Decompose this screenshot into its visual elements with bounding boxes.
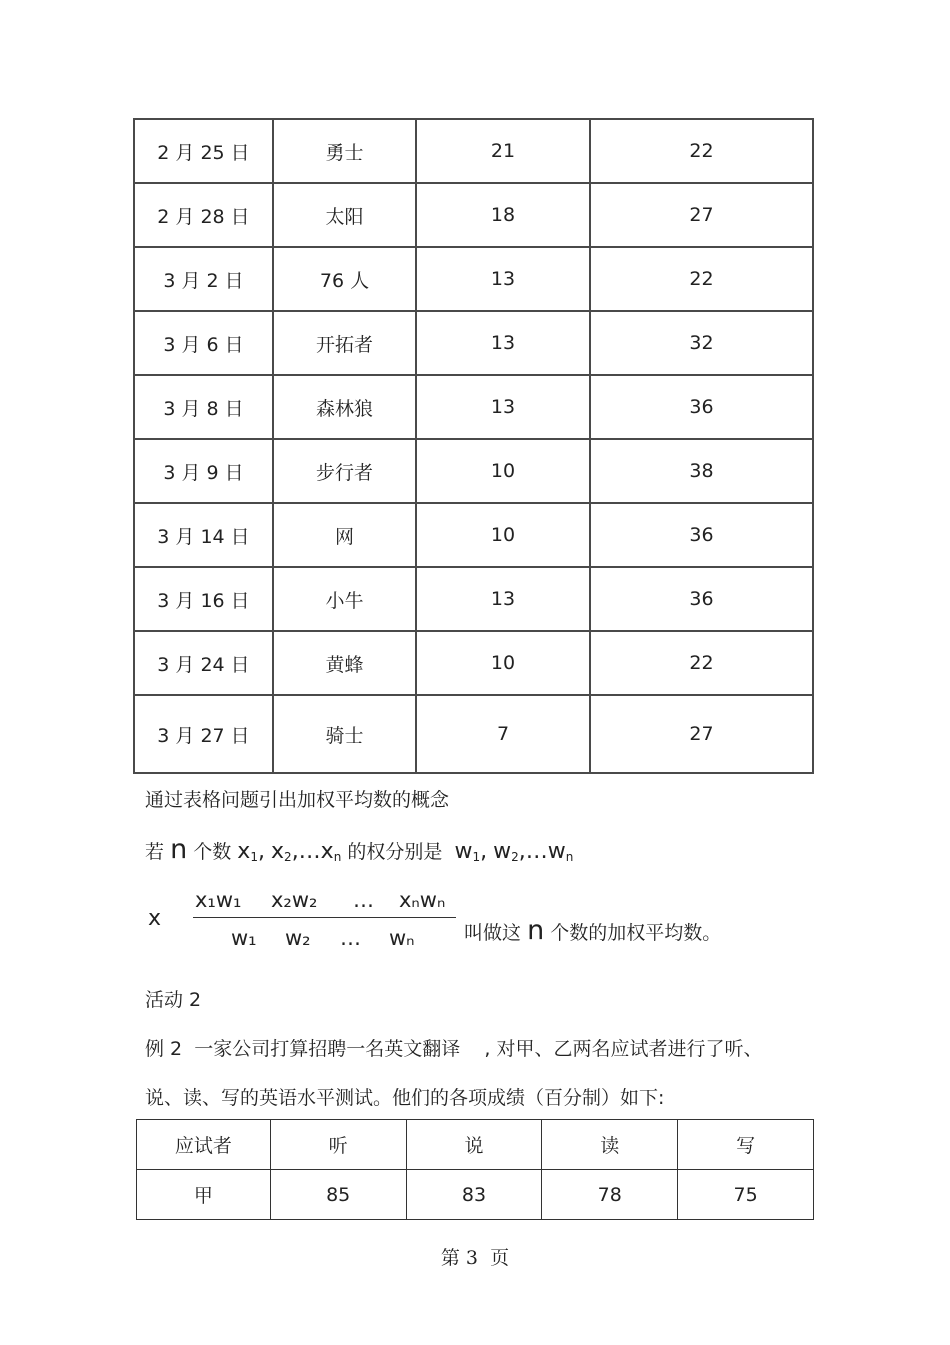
caption-part-2: 个数的加权平均数。 xyxy=(550,922,722,944)
date-cell: 3 月 2 日 xyxy=(134,247,273,311)
def-count-word: 个数 xyxy=(193,841,232,863)
opponent-cell: 网 xyxy=(273,503,416,567)
value-cell-a: 21 xyxy=(416,119,590,183)
score-table-header xyxy=(137,1120,814,1170)
def-wn-sub: n xyxy=(565,850,574,864)
value-cell-b: 27 xyxy=(590,695,813,773)
def-x2: x xyxy=(271,839,285,864)
table-row xyxy=(134,311,813,375)
value-cell-b: 22 xyxy=(590,247,813,311)
opponent-cell: 太阳 xyxy=(273,183,416,247)
value-cell-b: 22 xyxy=(590,119,813,183)
def-xn-sub: n xyxy=(333,850,342,864)
nba-schedule-table xyxy=(133,118,814,774)
header-cell: 说 xyxy=(406,1120,542,1170)
date-cell: 3 月 16 日 xyxy=(134,567,273,631)
def-n: n xyxy=(170,834,188,865)
value-cell-b: 36 xyxy=(590,375,813,439)
value-cell-b: 27 xyxy=(590,183,813,247)
score-cell: 85 xyxy=(270,1170,406,1220)
date-cell: 3 月 14 日 xyxy=(134,503,273,567)
num-term-1: x₁w₁ xyxy=(195,888,242,912)
date-cell: 3 月 24 日 xyxy=(134,631,273,695)
num-term-n: xₙwₙ xyxy=(399,888,446,912)
value-cell-b: 22 xyxy=(590,631,813,695)
date-cell: 3 月 6 日 xyxy=(134,311,273,375)
table-row xyxy=(134,183,813,247)
def-w2: w xyxy=(493,839,512,864)
def-x2-sub: 2 xyxy=(284,850,292,864)
caption-part-1: 叫做这 xyxy=(464,922,522,944)
candidate-cell: 甲 xyxy=(137,1170,271,1220)
activity-heading: 活动 2 xyxy=(145,989,202,1011)
header-cell: 应试者 xyxy=(137,1120,271,1170)
value-cell-a: 10 xyxy=(416,503,590,567)
date-cell: 3 月 27 日 xyxy=(134,695,273,773)
header-cell: 听 xyxy=(270,1120,406,1170)
value-cell-a: 13 xyxy=(416,311,590,375)
table-row xyxy=(134,439,813,503)
def-w1-sub: 1 xyxy=(472,850,481,864)
den-term-1: w₁ xyxy=(231,926,257,950)
opponent-cell: 骑士 xyxy=(273,695,416,773)
value-cell-b: 36 xyxy=(590,567,813,631)
example-line-2: 说、读、写的英语水平测试。他们的各项成绩（百分制）如下: xyxy=(145,1087,665,1109)
value-cell-a: 13 xyxy=(416,247,590,311)
den-dots: … xyxy=(340,926,361,950)
caption-n: n xyxy=(527,915,545,946)
table-row xyxy=(134,631,813,695)
value-cell-a: 10 xyxy=(416,631,590,695)
date-cell: 2 月 28 日 xyxy=(134,183,273,247)
value-cell-a: 18 xyxy=(416,183,590,247)
opponent-cell: 黄蜂 xyxy=(273,631,416,695)
value-cell-a: 13 xyxy=(416,567,590,631)
definition-line: 若 n 个数 $x_1$, $x_2,\dots x_n$ 的权分别是 $w_1$, $w_2,\dots w_n$ xyxy=(145,834,574,865)
opponent-cell: 76 人 xyxy=(273,247,416,311)
table-row xyxy=(134,119,813,183)
table-row xyxy=(134,567,813,631)
value-cell-a: 7 xyxy=(416,695,590,773)
def-wn: ,…w xyxy=(518,839,566,864)
value-cell-b: 38 xyxy=(590,439,813,503)
table-row xyxy=(134,247,813,311)
formula-caption xyxy=(464,915,721,946)
num-dots: … xyxy=(353,888,374,912)
def-x1: x xyxy=(237,839,251,864)
score-cell: 75 xyxy=(678,1170,814,1220)
fraction-bar xyxy=(193,917,456,918)
den-term-n: wₙ xyxy=(389,926,415,950)
opponent-cell: 步行者 xyxy=(273,439,416,503)
def-prefix: 若 xyxy=(145,841,165,863)
score-table-body xyxy=(137,1120,814,1220)
header-cell: 读 xyxy=(542,1120,678,1170)
score-table xyxy=(136,1119,814,1220)
table-row xyxy=(134,375,813,439)
value-cell-a: 13 xyxy=(416,375,590,439)
opponent-cell: 勇士 xyxy=(273,119,416,183)
schedule-table-body xyxy=(134,119,813,773)
def-xn: ,…x xyxy=(291,839,334,864)
header-cell: 写 xyxy=(678,1120,814,1170)
date-cell: 2 月 25 日 xyxy=(134,119,273,183)
def-mid: 的权分别是 xyxy=(347,841,443,863)
table-row xyxy=(134,695,813,773)
def-w1: w xyxy=(454,839,473,864)
num-term-2: x₂w₂ xyxy=(271,888,318,912)
table-row xyxy=(134,503,813,567)
formula-xbar: x xyxy=(148,906,162,931)
intro-paragraph: 通过表格问题引出加权平均数的概念 xyxy=(145,789,450,811)
value-cell-b: 36 xyxy=(590,503,813,567)
date-cell: 3 月 9 日 xyxy=(134,439,273,503)
example-line-1: 例 2 一家公司打算招聘一名英文翻译 , 对甲、乙两名应试者进行了听、 xyxy=(145,1038,763,1060)
opponent-cell: 小牛 xyxy=(273,567,416,631)
opponent-cell: 森林狼 xyxy=(273,375,416,439)
den-term-2: w₂ xyxy=(285,926,311,950)
table-row xyxy=(137,1170,814,1220)
score-cell: 83 xyxy=(406,1170,542,1220)
def-w2-sub: 2 xyxy=(511,850,519,864)
date-cell: 3 月 8 日 xyxy=(134,375,273,439)
score-cell: 78 xyxy=(542,1170,678,1220)
page-footer: 第 3 页 xyxy=(440,1247,510,1269)
opponent-cell: 开拓者 xyxy=(273,311,416,375)
value-cell-a: 10 xyxy=(416,439,590,503)
value-cell-b: 32 xyxy=(590,311,813,375)
def-x1-sub: 1 xyxy=(250,850,258,864)
